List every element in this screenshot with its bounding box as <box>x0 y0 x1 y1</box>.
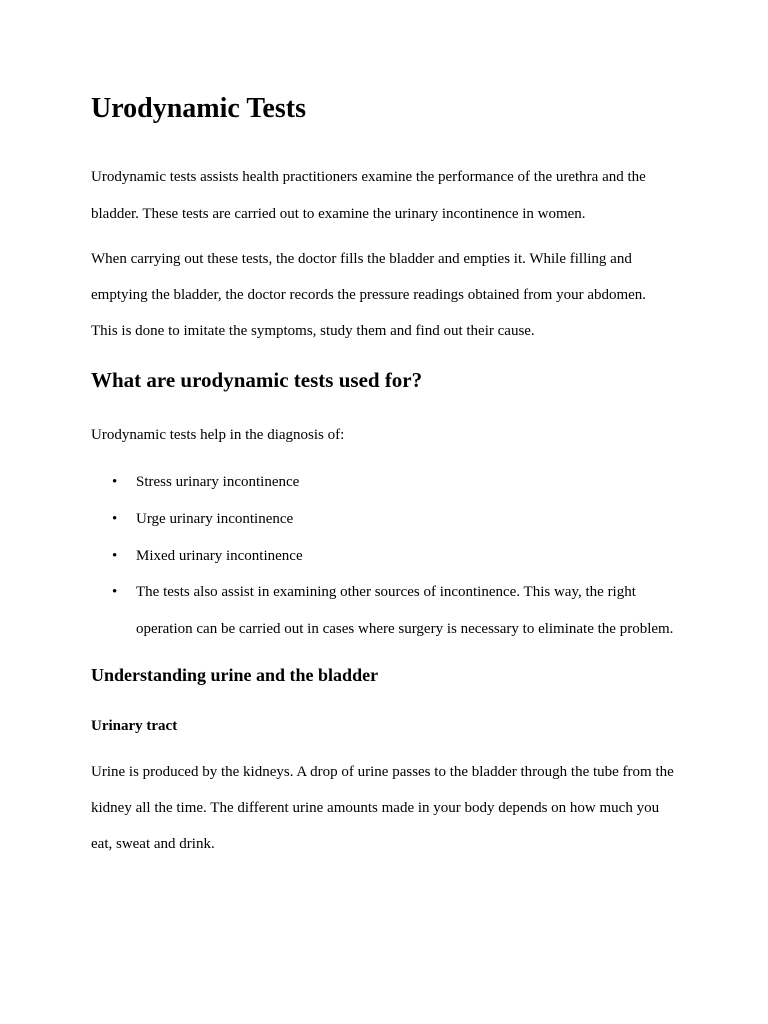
page-title: Urodynamic Tests <box>91 93 306 124</box>
subheading-urinary-tract: Urinary tract <box>91 718 178 734</box>
paragraph-line: kidney all the time. The different urine amounts made in your body depends on how much you <box>91 800 660 816</box>
bullet-icon: • <box>112 548 118 564</box>
bullet-icon: • <box>112 474 118 490</box>
paragraph-line: This is done to imitate the symptoms, study them and find out their cause. <box>91 323 535 339</box>
list-lead-text: Urodynamic tests help in the diagnosis of: <box>91 427 345 443</box>
paragraph-line: Urodynamic tests assists health practitioners examine the performance of the urethra and the <box>91 169 646 185</box>
paragraph-line: Urine is produced by the kidneys. A drop of urine passes to the bladder through the tube from the <box>91 764 674 780</box>
section-heading-uses: What are urodynamic tests used for? <box>91 368 423 392</box>
list-item-text: Mixed urinary incontinence <box>136 548 303 564</box>
list-item-text: Stress urinary incontinence <box>136 474 300 490</box>
paragraph-line: emptying the bladder, the doctor records the pressure readings obtained from your abdomen. <box>91 287 647 303</box>
bullet-icon: • <box>112 511 118 527</box>
paragraph-line: When carrying out these tests, the doctor fills the bladder and empties it. While filling and <box>91 251 632 267</box>
section-heading-urine-bladder: Understanding urine and the bladder <box>91 665 379 685</box>
list-item-text: operation can be carried out in cases where surgery is necessary to eliminate the problem. <box>136 621 674 637</box>
paragraph-line: eat, sweat and drink. <box>91 836 215 852</box>
list-item-text: Urge urinary incontinence <box>136 511 294 527</box>
bullet-icon: • <box>112 584 118 600</box>
list-item-text: The tests also assist in examining other sources of incontinence. This way, the right <box>136 584 636 600</box>
paragraph-line: bladder. These tests are carried out to examine the urinary incontinence in women. <box>91 206 586 222</box>
